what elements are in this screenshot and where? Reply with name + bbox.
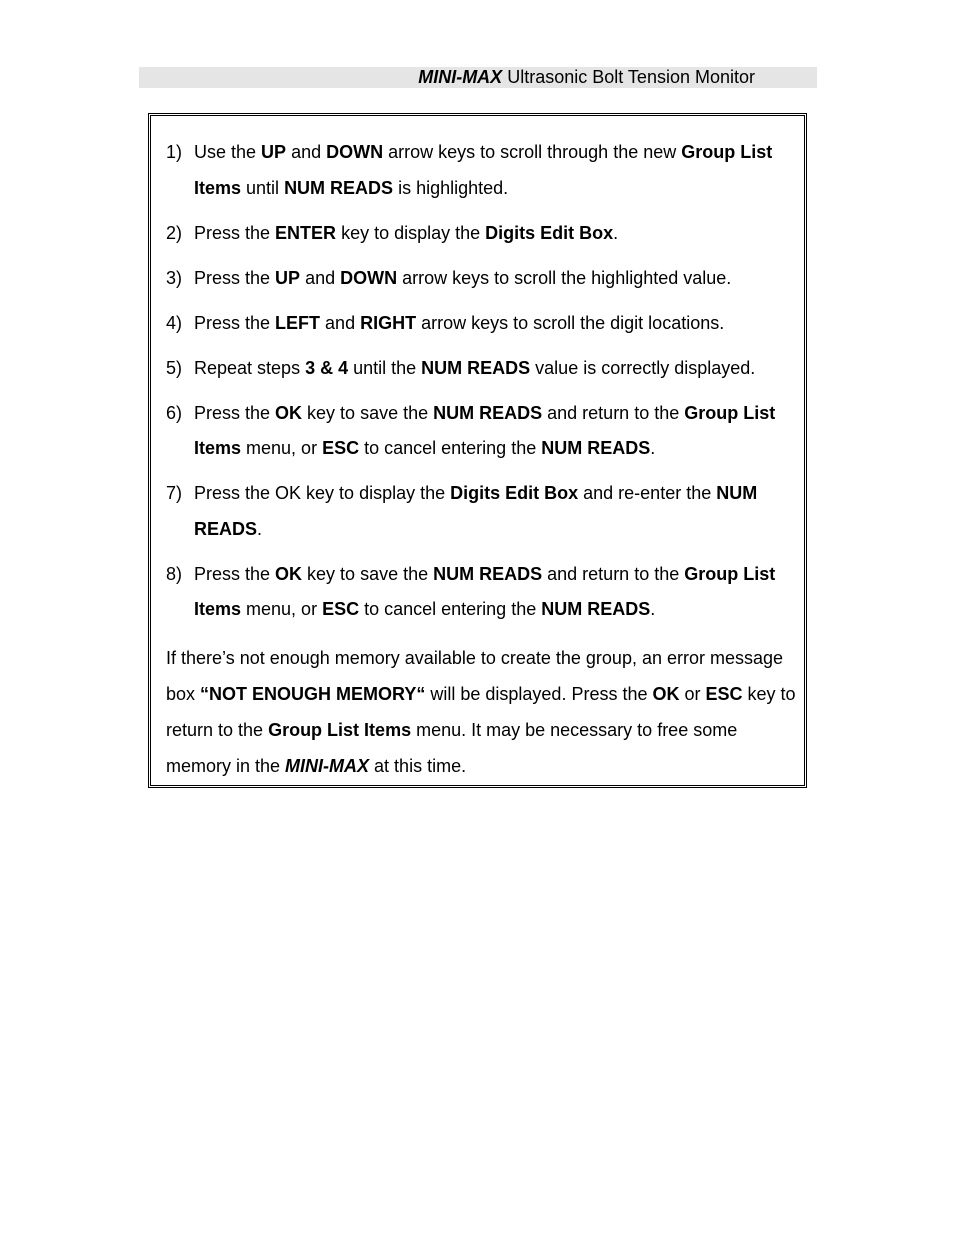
step-text: to cancel entering the [359, 599, 542, 619]
step-text: Use the [194, 142, 262, 162]
step-text: arrow keys to scroll the digit locations. [416, 312, 725, 333]
step-number: 6) [166, 402, 183, 423]
step-text: and [300, 267, 341, 288]
memory-note [166, 640, 796, 784]
step-keyword: NUM READS [284, 177, 394, 198]
step-number: 5) [166, 357, 183, 378]
step-keyword: RIGHT [360, 312, 417, 333]
step-keyword: 3 & 4 [305, 357, 349, 378]
step-text: . [650, 599, 656, 619]
step-keyword: Digits Edit Box [450, 483, 579, 503]
step-number: 8) [166, 563, 183, 584]
step-text: menu, or [241, 438, 323, 458]
header-subtitle: Ultrasonic Bolt Tension Monitor [507, 67, 755, 87]
step-text: value is correctly displayed. [530, 357, 756, 378]
step-keyword: UP [275, 267, 301, 288]
note-text: at this time. [369, 756, 467, 776]
step-item [166, 476, 796, 547]
step-text: Press the [194, 402, 276, 423]
note-text: will be displayed. Press the [425, 684, 653, 704]
step-text: . [257, 518, 263, 539]
step-keyword: Group List Items [194, 563, 776, 619]
step-keyword: DOWN [326, 142, 384, 162]
instruction-box [148, 113, 807, 788]
step-keyword: LEFT [275, 312, 321, 333]
step-item [166, 306, 796, 342]
step-text: is highlighted. [393, 177, 509, 198]
step-number: 2) [166, 222, 183, 243]
step-keyword: Group List Items [194, 142, 773, 198]
step-text: Press the [194, 563, 276, 584]
step-keyword: NUM READS [194, 483, 758, 539]
step-text: Press the [194, 267, 276, 288]
step-item [166, 216, 796, 252]
step-number: 3) [166, 267, 183, 288]
step-text: arrow keys to scroll through the new [383, 142, 682, 162]
step-keyword: ESC [322, 599, 360, 619]
step-keyword: NUM READS [541, 438, 651, 458]
step-text: Press the [194, 222, 276, 243]
step-text: and return to the [542, 402, 685, 423]
step-item [166, 261, 796, 297]
step-keyword: NUM READS [541, 599, 651, 619]
step-text: key to save the [302, 563, 434, 584]
note-text: key to return to the [166, 684, 796, 740]
step-text: Repeat steps [194, 357, 306, 378]
step-number: 7) [166, 483, 183, 503]
step-text: . [650, 438, 656, 458]
step-text: and [320, 312, 361, 333]
note-text: menu. It may be necessary to free some memory in the [166, 720, 738, 776]
step-number: 4) [166, 312, 183, 333]
page-header [139, 67, 817, 88]
step-keyword: DOWN [340, 267, 398, 288]
step-text: arrow keys to scroll the highlighted value. [397, 267, 732, 288]
step-keyword: NUM READS [433, 402, 543, 423]
note-text: or [679, 684, 706, 704]
step-number: 1) [166, 142, 183, 162]
header-title [418, 67, 755, 88]
step-keyword: Group List Items [194, 402, 776, 458]
step-text: and [286, 142, 327, 162]
note-keyword: OK [652, 684, 680, 704]
step-keyword: NUM READS [421, 357, 531, 378]
step-keyword: OK [275, 402, 303, 423]
note-keyword: Group List Items [268, 720, 412, 740]
step-text: and return to the [542, 563, 685, 584]
step-keyword: UP [261, 142, 287, 162]
step-text: . [613, 222, 619, 243]
step-keyword: ENTER [275, 222, 337, 243]
step-text: to cancel entering the [359, 438, 542, 458]
step-item [166, 135, 796, 206]
step-item [166, 557, 796, 628]
note-keyword: “NOT ENOUGH MEMORY“ [200, 684, 426, 704]
header-brand: MINI-MAX [418, 67, 503, 87]
step-text: Press the OK key to display the [194, 483, 451, 503]
step-text: and re-enter the [578, 483, 717, 503]
step-text: key to save the [302, 402, 434, 423]
step-item [166, 351, 796, 387]
note-keyword: ESC [705, 684, 743, 704]
note-text: If there’s not enough memory available to create the group, an error message box [166, 648, 784, 704]
step-text: until the [348, 357, 422, 378]
step-keyword: ESC [322, 438, 360, 458]
step-text: Press the [194, 312, 276, 333]
step-text: menu, or [241, 599, 323, 619]
step-keyword: Digits Edit Box [485, 222, 614, 243]
steps-list [166, 135, 796, 637]
step-text: key to display the [336, 222, 486, 243]
step-text: until [241, 177, 285, 198]
note-keyword: MINI-MAX [285, 756, 370, 776]
step-keyword: OK [275, 563, 303, 584]
step-item [166, 396, 796, 467]
step-keyword: NUM READS [433, 563, 543, 584]
